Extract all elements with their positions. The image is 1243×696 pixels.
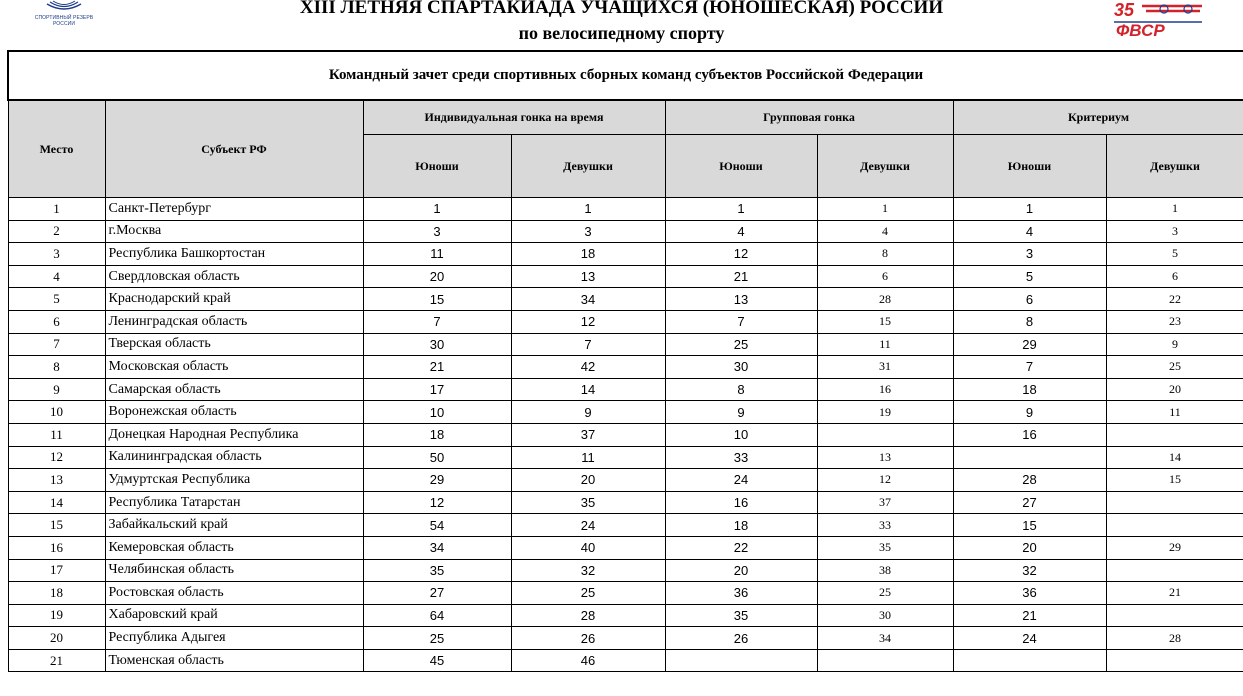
result-cell bbox=[1106, 423, 1243, 446]
result-cell: 6 bbox=[1106, 265, 1243, 288]
table-row bbox=[8, 559, 1243, 582]
result-cell: 3 bbox=[363, 220, 511, 243]
result-cell: 9 bbox=[665, 401, 817, 424]
logo-left-caption: СПОРТИВНЫЙ РЕЗЕРВ РОССИИ bbox=[34, 15, 94, 27]
result-cell: 13 bbox=[817, 446, 953, 469]
result-cell: 30 bbox=[665, 356, 817, 379]
place-cell: 19 bbox=[8, 604, 105, 627]
place-cell: 14 bbox=[8, 491, 105, 514]
result-cell: 34 bbox=[817, 627, 953, 650]
result-cell: 9 bbox=[1106, 333, 1243, 356]
result-cell: 28 bbox=[817, 288, 953, 311]
result-cell: 11 bbox=[1106, 401, 1243, 424]
result-cell: 15 bbox=[817, 310, 953, 333]
result-cell: 29 bbox=[1106, 536, 1243, 559]
result-cell: 12 bbox=[665, 243, 817, 266]
result-cell: 9 bbox=[511, 401, 665, 424]
results-table bbox=[7, 50, 1243, 672]
result-cell: 10 bbox=[665, 423, 817, 446]
subject-cell: Республика Башкортостан bbox=[105, 243, 363, 266]
subject-cell: Ростовская область bbox=[105, 582, 363, 605]
place-cell: 5 bbox=[8, 288, 105, 311]
table-row bbox=[8, 514, 1243, 537]
table-row bbox=[8, 356, 1243, 379]
table-row bbox=[8, 401, 1243, 424]
result-cell: 35 bbox=[363, 559, 511, 582]
place-cell: 10 bbox=[8, 401, 105, 424]
result-cell: 45 bbox=[363, 649, 511, 672]
subject-cell: Республика Татарстан bbox=[105, 491, 363, 514]
result-cell: 35 bbox=[511, 491, 665, 514]
subject-cell: Московская область bbox=[105, 356, 363, 379]
result-cell: 21 bbox=[363, 356, 511, 379]
results-body bbox=[8, 198, 1243, 672]
place-cell: 16 bbox=[8, 536, 105, 559]
result-cell: 14 bbox=[511, 378, 665, 401]
result-cell: 21 bbox=[953, 604, 1106, 627]
subject-cell: Тверская область bbox=[105, 333, 363, 356]
result-cell: 21 bbox=[665, 265, 817, 288]
result-cell: 20 bbox=[363, 265, 511, 288]
result-cell: 5 bbox=[1106, 243, 1243, 266]
result-cell: 13 bbox=[665, 288, 817, 311]
result-cell: 5 bbox=[953, 265, 1106, 288]
table-row bbox=[8, 627, 1243, 650]
result-cell: 6 bbox=[817, 265, 953, 288]
result-cell: 4 bbox=[953, 220, 1106, 243]
subject-cell: г.Москва bbox=[105, 220, 363, 243]
result-cell: 64 bbox=[363, 604, 511, 627]
table-row bbox=[8, 288, 1243, 311]
result-cell: 6 bbox=[953, 288, 1106, 311]
table-row bbox=[8, 198, 1243, 221]
table-row bbox=[8, 378, 1243, 401]
result-cell: 4 bbox=[665, 220, 817, 243]
document-title: XIII ЛЕТНЯЯ СПАРТАКИАДА УЧАЩИХСЯ (ЮНОШЕСКАЯ) РОССИИ bbox=[299, 0, 944, 18]
result-cell: 42 bbox=[511, 356, 665, 379]
result-cell: 15 bbox=[363, 288, 511, 311]
result-cell: 17 bbox=[363, 378, 511, 401]
result-cell: 27 bbox=[363, 582, 511, 605]
place-cell: 4 bbox=[8, 265, 105, 288]
table-row bbox=[8, 582, 1243, 605]
result-cell: 22 bbox=[665, 536, 817, 559]
result-cell: 12 bbox=[511, 310, 665, 333]
result-cell: 1 bbox=[1106, 198, 1243, 221]
result-cell: 37 bbox=[511, 423, 665, 446]
result-cell: 26 bbox=[665, 627, 817, 650]
result-cell: 32 bbox=[953, 559, 1106, 582]
result-cell: 25 bbox=[817, 582, 953, 605]
sub-header-boys: Юноши bbox=[953, 135, 1106, 198]
result-cell: 20 bbox=[1106, 378, 1243, 401]
place-cell: 9 bbox=[8, 378, 105, 401]
table-row bbox=[8, 536, 1243, 559]
result-cell: 20 bbox=[511, 469, 665, 492]
result-cell: 28 bbox=[511, 604, 665, 627]
result-cell bbox=[953, 649, 1106, 672]
result-cell: 40 bbox=[511, 536, 665, 559]
result-cell: 46 bbox=[511, 649, 665, 672]
result-cell: 19 bbox=[817, 401, 953, 424]
sub-header-boys: Юноши bbox=[665, 135, 817, 198]
result-cell: 1 bbox=[953, 198, 1106, 221]
result-cell: 28 bbox=[1106, 627, 1243, 650]
result-cell: 25 bbox=[1106, 356, 1243, 379]
subject-cell: Забайкальский край bbox=[105, 514, 363, 537]
result-cell: 8 bbox=[665, 378, 817, 401]
result-cell: 8 bbox=[953, 310, 1106, 333]
result-cell: 26 bbox=[511, 627, 665, 650]
result-cell: 24 bbox=[953, 627, 1106, 650]
place-cell: 2 bbox=[8, 220, 105, 243]
table-row bbox=[8, 604, 1243, 627]
place-cell: 6 bbox=[8, 310, 105, 333]
result-cell: 11 bbox=[363, 243, 511, 266]
result-cell: 30 bbox=[363, 333, 511, 356]
subject-cell: Хабаровский край bbox=[105, 604, 363, 627]
place-cell: 18 bbox=[8, 582, 105, 605]
sub-header-girls: Девушки bbox=[511, 135, 665, 198]
result-cell: 34 bbox=[511, 288, 665, 311]
table-title: Командный зачет среди спортивных сборных команд субъектов Российской Федерации bbox=[8, 51, 1243, 100]
result-cell: 20 bbox=[953, 536, 1106, 559]
result-cell bbox=[1106, 649, 1243, 672]
result-cell: 54 bbox=[363, 514, 511, 537]
place-cell: 12 bbox=[8, 446, 105, 469]
result-cell: 38 bbox=[817, 559, 953, 582]
subject-cell: Ленинградская область bbox=[105, 310, 363, 333]
result-cell: 8 bbox=[817, 243, 953, 266]
result-cell bbox=[953, 446, 1106, 469]
group-header-itt: Индивидуальная гонка на время bbox=[363, 100, 665, 135]
table-row bbox=[8, 423, 1243, 446]
result-cell: 29 bbox=[953, 333, 1106, 356]
result-cell: 22 bbox=[1106, 288, 1243, 311]
result-cell: 13 bbox=[511, 265, 665, 288]
subject-cell: Калининградская область bbox=[105, 446, 363, 469]
result-cell: 36 bbox=[665, 582, 817, 605]
result-cell: 24 bbox=[511, 514, 665, 537]
table-row bbox=[8, 310, 1243, 333]
table-row bbox=[8, 649, 1243, 672]
subject-cell: Самарская область bbox=[105, 378, 363, 401]
logo-right-35: 35 bbox=[1114, 0, 1135, 20]
result-cell: 16 bbox=[665, 491, 817, 514]
result-cell: 18 bbox=[953, 378, 1106, 401]
result-cell: 3 bbox=[953, 243, 1106, 266]
place-cell: 17 bbox=[8, 559, 105, 582]
result-cell: 3 bbox=[511, 220, 665, 243]
result-cell: 25 bbox=[363, 627, 511, 650]
result-cell: 23 bbox=[1106, 310, 1243, 333]
result-cell: 15 bbox=[1106, 469, 1243, 492]
group-header-criterium: Критериум bbox=[953, 100, 1243, 135]
result-cell: 33 bbox=[665, 446, 817, 469]
result-cell: 12 bbox=[363, 491, 511, 514]
place-cell: 11 bbox=[8, 423, 105, 446]
result-cell: 15 bbox=[953, 514, 1106, 537]
result-cell: 16 bbox=[817, 378, 953, 401]
result-cell: 1 bbox=[817, 198, 953, 221]
sub-header-girls: Девушки bbox=[817, 135, 953, 198]
place-cell: 20 bbox=[8, 627, 105, 650]
place-cell: 13 bbox=[8, 469, 105, 492]
result-cell: 35 bbox=[665, 604, 817, 627]
subject-cell: Воронежская область bbox=[105, 401, 363, 424]
result-cell: 37 bbox=[817, 491, 953, 514]
subject-cell: Челябинская область bbox=[105, 559, 363, 582]
result-cell: 21 bbox=[1106, 582, 1243, 605]
result-cell: 27 bbox=[953, 491, 1106, 514]
result-cell bbox=[1106, 491, 1243, 514]
result-cell: 7 bbox=[665, 310, 817, 333]
subject-cell: Кемеровская область bbox=[105, 536, 363, 559]
result-cell: 29 bbox=[363, 469, 511, 492]
place-cell: 8 bbox=[8, 356, 105, 379]
sub-header-boys: Юноши bbox=[363, 135, 511, 198]
result-cell: 12 bbox=[817, 469, 953, 492]
result-cell: 24 bbox=[665, 469, 817, 492]
col-place-header: Место bbox=[8, 100, 105, 198]
result-cell: 16 bbox=[953, 423, 1106, 446]
result-cell: 33 bbox=[817, 514, 953, 537]
table-row bbox=[8, 220, 1243, 243]
table-row bbox=[8, 265, 1243, 288]
result-cell bbox=[817, 649, 953, 672]
result-cell: 18 bbox=[363, 423, 511, 446]
result-cell: 50 bbox=[363, 446, 511, 469]
result-cell: 7 bbox=[511, 333, 665, 356]
col-subject-header: Субъект РФ bbox=[105, 100, 363, 198]
table-row bbox=[8, 491, 1243, 514]
result-cell: 9 bbox=[953, 401, 1106, 424]
subject-cell: Донецкая Народная Республика bbox=[105, 423, 363, 446]
result-cell bbox=[817, 423, 953, 446]
subject-cell: Свердловская область bbox=[105, 265, 363, 288]
result-cell: 4 bbox=[817, 220, 953, 243]
result-cell: 30 bbox=[817, 604, 953, 627]
result-cell: 1 bbox=[511, 198, 665, 221]
result-cell: 18 bbox=[665, 514, 817, 537]
result-cell: 7 bbox=[953, 356, 1106, 379]
result-cell: 1 bbox=[665, 198, 817, 221]
place-cell: 3 bbox=[8, 243, 105, 266]
subject-cell: Краснодарский край bbox=[105, 288, 363, 311]
group-header-road-race: Групповая гонка bbox=[665, 100, 953, 135]
result-cell: 18 bbox=[511, 243, 665, 266]
subject-cell: Санкт-Петербург bbox=[105, 198, 363, 221]
place-cell: 21 bbox=[8, 649, 105, 672]
document-subtitle: по велосипедному спорту bbox=[518, 23, 725, 43]
result-cell: 25 bbox=[665, 333, 817, 356]
subject-cell: Тюменская область bbox=[105, 649, 363, 672]
result-cell bbox=[1106, 514, 1243, 537]
result-cell: 34 bbox=[363, 536, 511, 559]
result-cell: 14 bbox=[1106, 446, 1243, 469]
subject-cell: Удмуртская Республика bbox=[105, 469, 363, 492]
table-row bbox=[8, 333, 1243, 356]
result-cell: 11 bbox=[511, 446, 665, 469]
place-cell: 1 bbox=[8, 198, 105, 221]
logo-right-fvsr: ФВСР bbox=[1116, 21, 1165, 40]
result-cell: 36 bbox=[953, 582, 1106, 605]
result-cell: 25 bbox=[511, 582, 665, 605]
result-cell: 31 bbox=[817, 356, 953, 379]
result-cell: 10 bbox=[363, 401, 511, 424]
place-cell: 15 bbox=[8, 514, 105, 537]
sub-header-girls: Девушки bbox=[1106, 135, 1243, 198]
result-cell bbox=[1106, 604, 1243, 627]
result-cell: 20 bbox=[665, 559, 817, 582]
result-cell: 11 bbox=[817, 333, 953, 356]
place-cell: 7 bbox=[8, 333, 105, 356]
table-row bbox=[8, 243, 1243, 266]
result-cell: 1 bbox=[363, 198, 511, 221]
result-cell: 35 bbox=[817, 536, 953, 559]
result-cell: 7 bbox=[363, 310, 511, 333]
result-cell: 3 bbox=[1106, 220, 1243, 243]
table-row bbox=[8, 469, 1243, 492]
subject-cell: Республика Адыгея bbox=[105, 627, 363, 650]
result-cell bbox=[1106, 559, 1243, 582]
result-cell: 28 bbox=[953, 469, 1106, 492]
result-cell: 32 bbox=[511, 559, 665, 582]
result-cell bbox=[665, 649, 817, 672]
table-row bbox=[8, 446, 1243, 469]
